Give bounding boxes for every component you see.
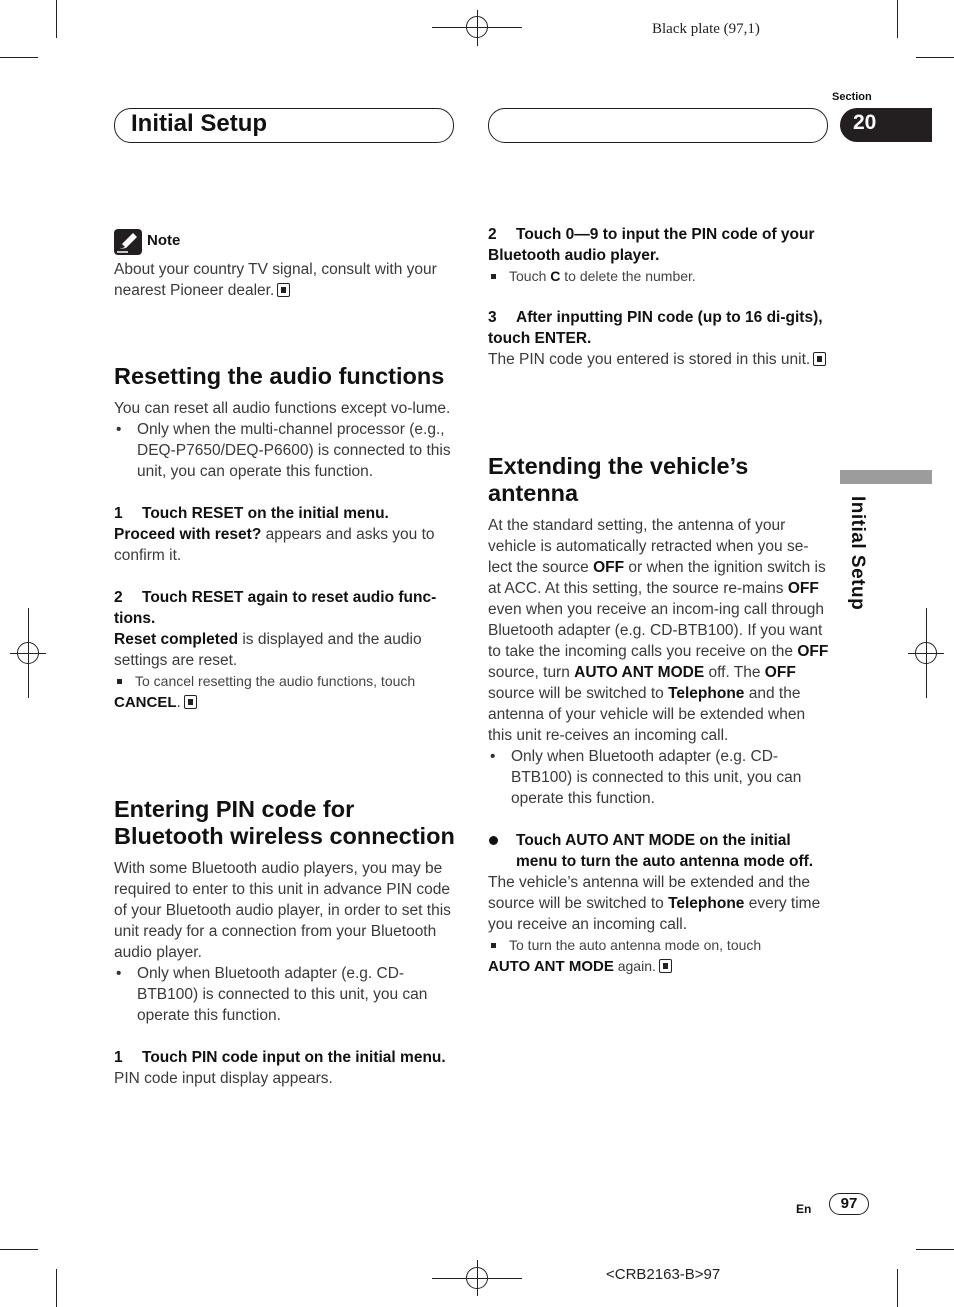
reset-step-1 <box>114 503 456 524</box>
ui-label: OFF <box>764 664 796 681</box>
note-body: About your country TV signal, consult with your nearest Pioneer dealer. <box>114 261 437 299</box>
note-label: Note <box>147 232 181 249</box>
ui-label: C <box>550 268 561 284</box>
step-number: 2 <box>114 589 123 606</box>
ui-label: OFF <box>787 580 819 597</box>
body-text: and the antenna of your vehicle will be extended when this unit re-ceives an incoming call. <box>488 685 806 744</box>
pin-section-continued <box>488 224 830 370</box>
reset-step-2-body <box>114 629 456 671</box>
crop-mark <box>897 0 898 38</box>
body-text: every time you receive an incoming call. <box>488 895 821 933</box>
body-text: At the standard setting, the antenna of your vehicle is automatically retracted when you se-lect the source <box>488 517 809 576</box>
print-code: <CRB2163-B>97 <box>606 1266 721 1283</box>
ui-label: Telephone <box>668 895 745 912</box>
crop-mark <box>56 1269 57 1307</box>
step-number: 1 <box>114 505 123 522</box>
registration-circle <box>915 642 937 664</box>
section-label: Section <box>832 91 872 103</box>
body-text: again. <box>613 958 656 974</box>
reset-section <box>114 363 456 713</box>
ui-label: OFF <box>593 559 625 576</box>
ui-label: Telephone <box>668 685 745 702</box>
section-number: 20 <box>853 111 877 134</box>
pin-step-3-body <box>488 349 830 370</box>
header-blank-pill <box>488 108 828 143</box>
pin-heading-line-1: Entering PIN code for <box>114 796 355 822</box>
antenna-section <box>488 453 832 977</box>
pin-bullet: • Only when Bluetooth adapter (e.g. CD-BTB100) is connected to this unit, you can operate this function. <box>114 963 456 1026</box>
body-text: or when the ignition switch is at ACC. At this setting, the source re-mains <box>488 559 826 597</box>
end-mark-icon <box>277 283 290 297</box>
crop-mark <box>897 1269 898 1307</box>
reset-intro: You can reset all audio functions except vo-lume. <box>114 400 451 417</box>
step-text: Touch 0—9 to input the PIN code of your Bluetooth audio player. <box>488 226 815 264</box>
antenna-note-line <box>488 956 832 977</box>
section-number-tab <box>840 108 932 142</box>
body-text: even when you receive an incom-ing call through Bluetooth adapter (e.g. CD-BTB100). If you want to take the incoming calls you receive on the <box>488 601 825 660</box>
antenna-body <box>488 515 832 746</box>
reset-heading: Resetting the audio functions <box>114 363 445 389</box>
side-tab-label: Initial Setup <box>847 496 868 611</box>
ui-label: Reset completed <box>114 631 239 648</box>
antenna-bullet: • Only when Bluetooth adapter (e.g. CD-BTB100) is connected to this unit, you can operate this function. <box>488 746 832 809</box>
step-text: After inputting PIN code (up to 16 di-gits), touch ENTER. <box>488 309 823 347</box>
ui-label: CANCEL <box>114 694 177 711</box>
antenna-heading-line-2: antenna <box>488 480 579 506</box>
chapter-title: Initial Setup <box>131 110 268 137</box>
crop-mark <box>56 0 57 38</box>
body-text: to delete the number. <box>560 268 696 284</box>
plate-label: Black plate (97,1) <box>652 21 760 37</box>
chapter-header <box>114 108 454 143</box>
step-text: Touch RESET again to reset audio func-tions. <box>114 589 437 627</box>
pin-step-2 <box>488 224 830 266</box>
registration-circle <box>466 16 488 38</box>
step-number: 1 <box>114 1049 123 1066</box>
note-text <box>114 259 454 301</box>
antenna-note: To turn the auto antenna mode on, touch <box>488 935 832 956</box>
pin-step-3 <box>488 307 830 349</box>
crop-mark <box>916 1249 954 1250</box>
end-mark-icon <box>659 959 672 973</box>
pencil-note-icon <box>114 229 142 255</box>
body-text: source, turn <box>488 664 575 681</box>
pin-step-2-note <box>488 266 830 287</box>
ui-label: AUTO ANT MODE <box>488 958 614 975</box>
antenna-step: Touch AUTO ANT MODE on the initial menu to turn the auto antenna mode off. <box>488 830 832 872</box>
step-text: Touch PIN code input on the initial menu. <box>142 1049 446 1066</box>
body-text: is displayed and the audio settings are reset. <box>114 631 422 669</box>
body-text: . <box>176 694 181 711</box>
crop-mark <box>916 57 954 58</box>
crop-mark <box>0 57 38 58</box>
page-number: 97 <box>829 1193 869 1215</box>
ui-label: AUTO ANT MODE <box>574 664 705 681</box>
crop-mark <box>0 1249 38 1250</box>
step-number: 2 <box>488 226 497 243</box>
registration-circle <box>466 1267 488 1289</box>
antenna-heading-line-1: Extending the vehicle’s <box>488 453 749 479</box>
antenna-step-body <box>488 872 832 935</box>
step-text: Touch RESET on the initial menu. <box>142 505 389 522</box>
body-text: Touch <box>509 268 551 284</box>
body-text: The vehicle’s antenna will be extended and the source will be switched to <box>488 874 810 912</box>
side-tab-bar <box>840 470 932 484</box>
reset-cancel-line <box>114 692 456 713</box>
reset-cancel-note: To cancel resetting the audio functions, touch <box>114 671 456 692</box>
language-label: En <box>796 1202 812 1216</box>
body-text: appears and asks you to confirm it. <box>114 526 435 564</box>
step-number: 3 <box>488 309 497 326</box>
pin-step-1 <box>114 1047 456 1068</box>
pin-section <box>114 796 456 1089</box>
reset-step-1-body <box>114 524 456 566</box>
registration-circle <box>17 642 39 664</box>
ui-label: OFF <box>797 643 829 660</box>
pin-heading-line-2: Bluetooth wireless connection <box>114 823 455 849</box>
end-mark-icon <box>813 352 826 366</box>
body-text: off. The <box>704 664 765 681</box>
end-mark-icon <box>184 695 197 709</box>
ui-label: Proceed with reset? <box>114 526 262 543</box>
body-text: source will be switched to <box>488 685 669 702</box>
reset-bullet: • Only when the multi-channel processor (e.g., DEQ-P7650/DEQ-P6600) is connected to this unit, you can operate this function. <box>114 419 456 482</box>
pin-intro: With some Bluetooth audio players, you may be required to enter to this unit in advance PIN code of your Bluetooth audio player, in order to set this unit ready for a connection from your Bluetooth audio player. <box>114 860 451 961</box>
reset-step-2 <box>114 587 456 629</box>
body-text: The PIN code you entered is stored in this unit. <box>488 351 811 368</box>
pin-step-1-body: PIN code input display appears. <box>114 1070 333 1087</box>
